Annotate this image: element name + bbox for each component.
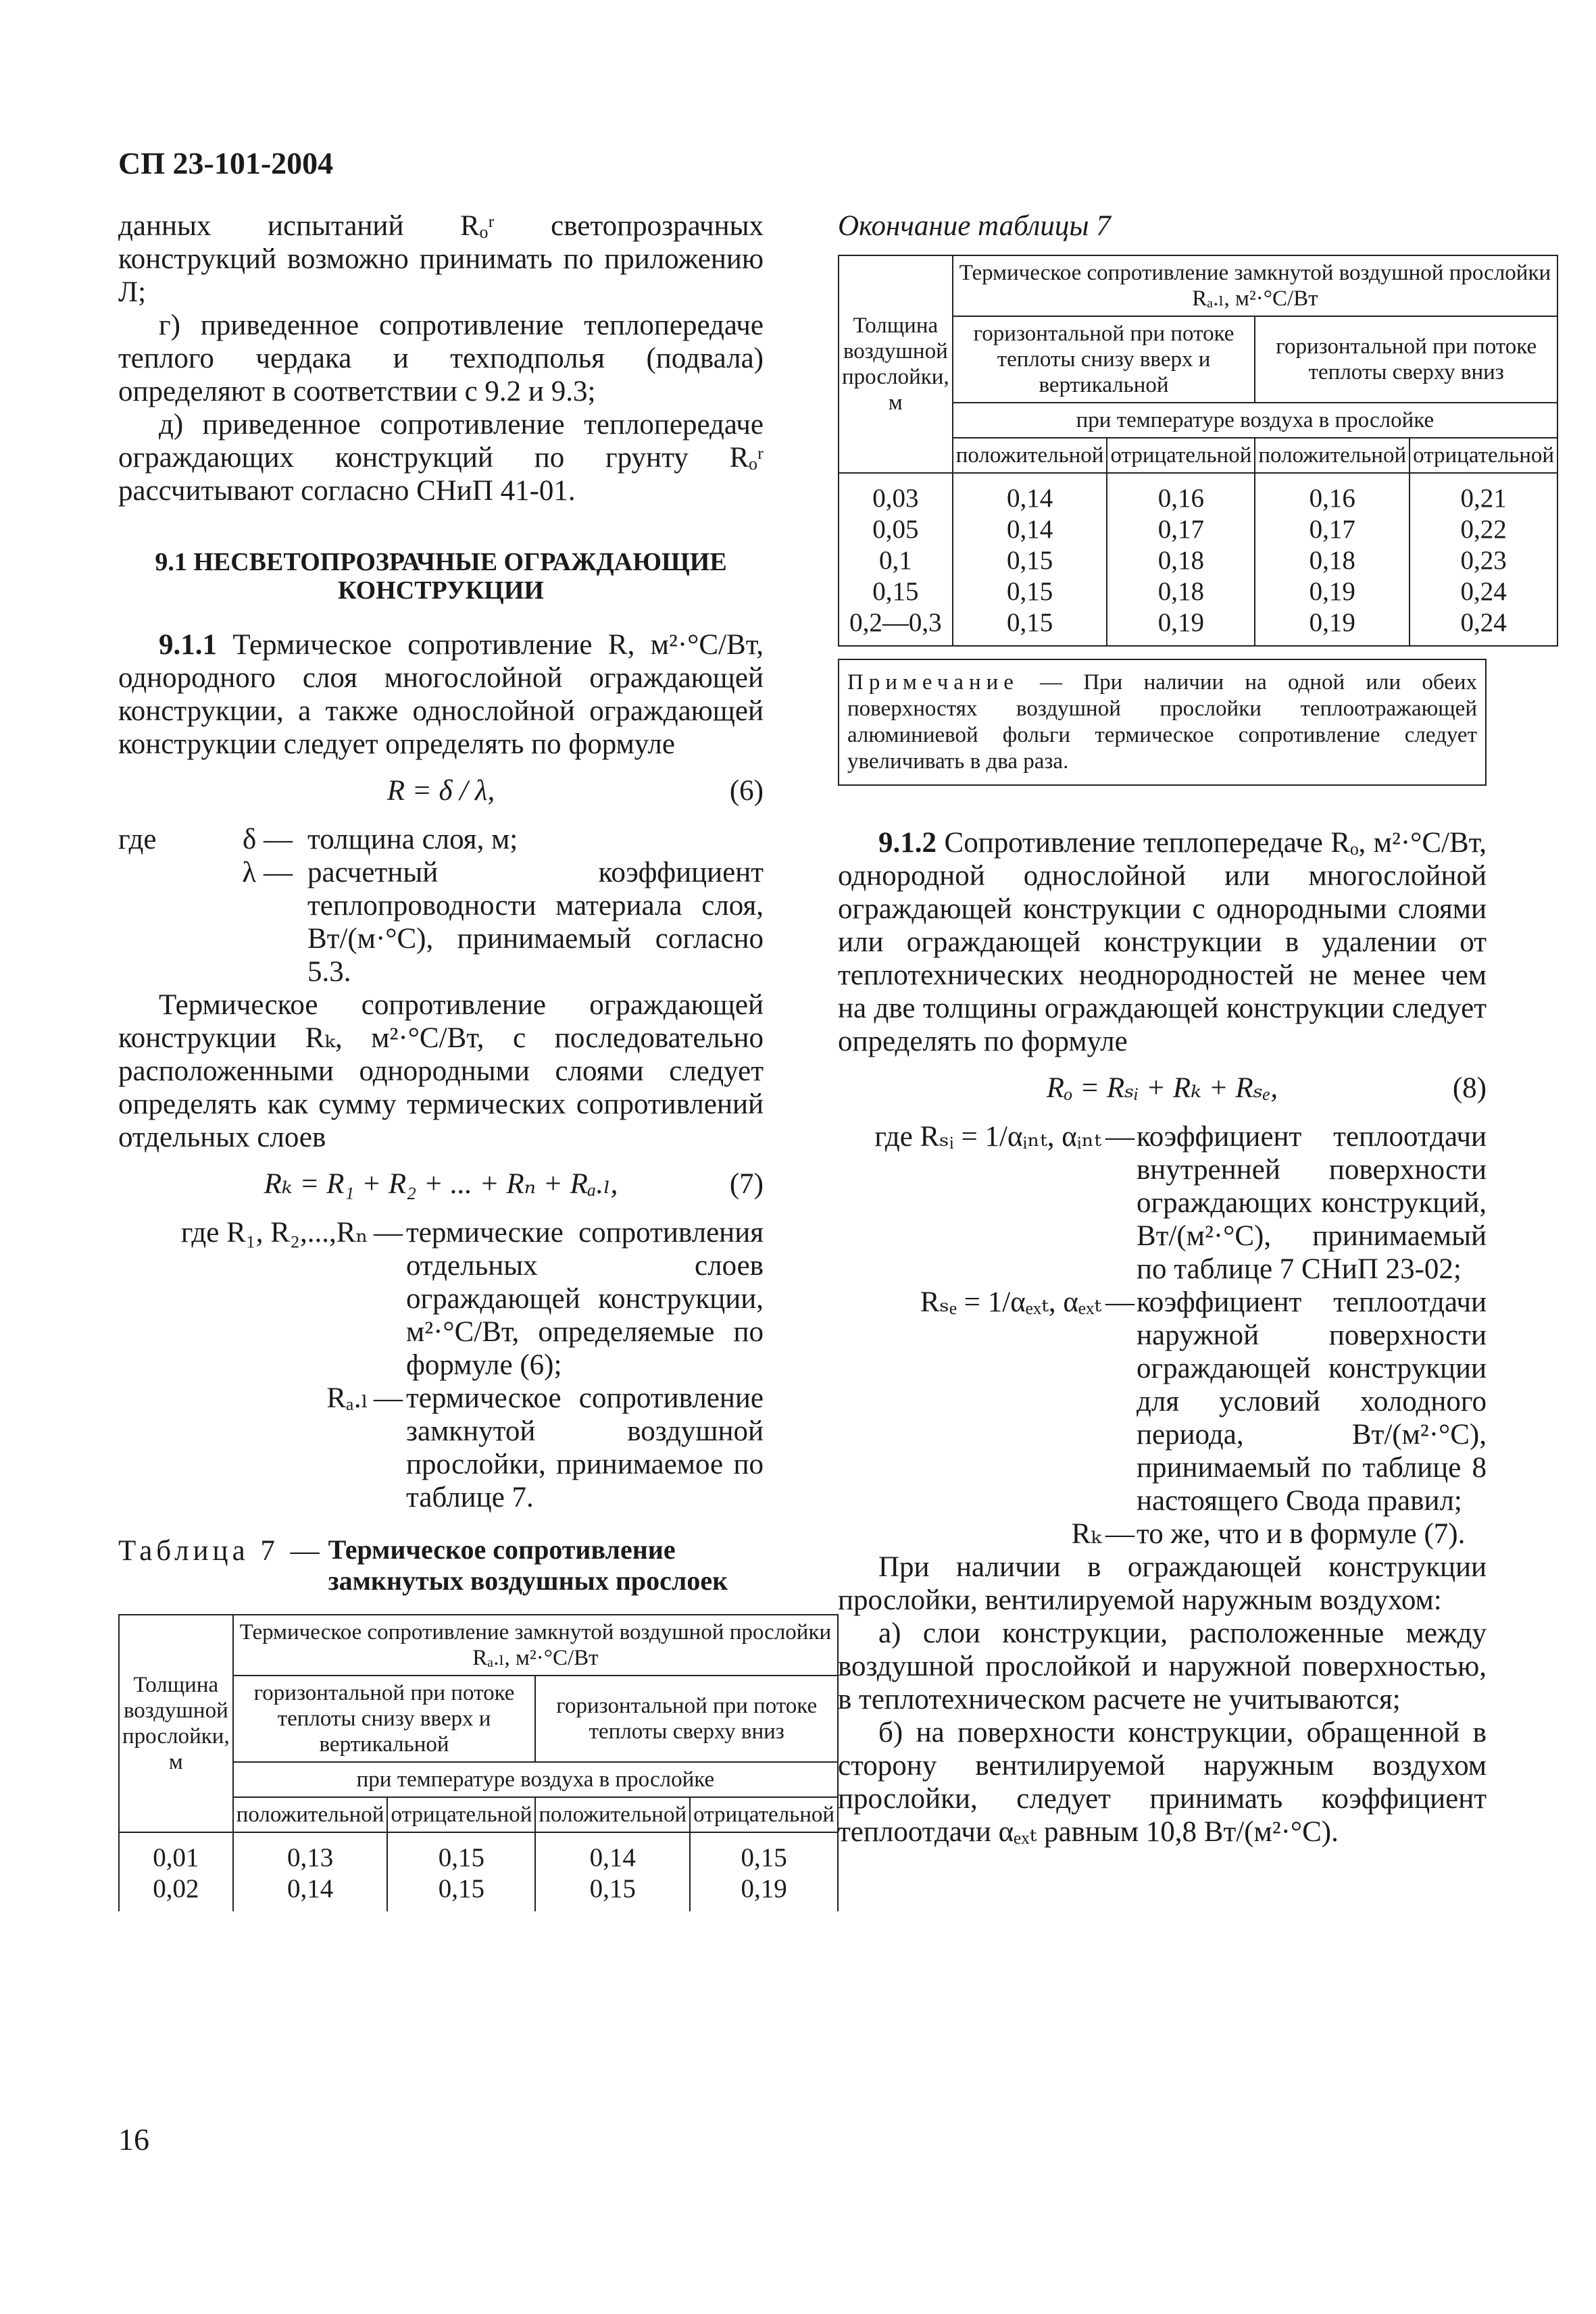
legend-symbol: Rₖ <box>1071 1518 1101 1550</box>
table-continuation-title: Окончание таблицы 7 <box>838 210 1111 242</box>
right-column <box>838 209 1555 1848</box>
formula-expression: Rₖ = R₁ + R₂ + ... + Rₙ + Rₐ.ₗ, <box>264 1168 618 1200</box>
header-neg: отрицательной <box>1107 438 1255 473</box>
table-cell: 0,15 <box>953 576 1107 607</box>
table-cell: 0,15 <box>387 1873 535 1911</box>
header-sub2: горизонтальной при потоке теплоты сверху вниз <box>1255 316 1557 403</box>
table-cell: 0,23 <box>1410 545 1557 576</box>
formula-expression: R = δ / λ, <box>386 775 495 807</box>
paragraph-9-1-1 <box>118 628 764 761</box>
header-pos: положительной <box>1255 438 1410 473</box>
table-cell: 0,19 <box>690 1873 838 1911</box>
page-number: 16 <box>118 2122 149 2157</box>
table-title: Термическое сопротивление замкнутых воздушных прослоек <box>328 1534 728 1596</box>
header-thickness: Толщина воздушной прослойки, м <box>119 1615 233 1832</box>
header-sub2: горизонтальной при потоке теплоты сверху вниз <box>535 1676 838 1762</box>
header-sub1: горизонтальной при потоке теплоты снизу вверх и вертикальной <box>953 316 1255 403</box>
legend-text: то же, что и в формуле (7). <box>1137 1518 1466 1550</box>
header-pos: положительной <box>233 1797 388 1832</box>
formula-expression: Rₒ = Rₛᵢ + Rₖ + Rₛₑ, <box>1046 1072 1278 1104</box>
legend-dash: — <box>374 1217 403 1249</box>
formula-number: (8) <box>1452 1072 1487 1104</box>
paragraph-9-1-2 <box>838 826 1487 1058</box>
legend-text: термические сопротивления отдельных слоев ограждающей конструкции, м²·°С/Вт, определяемые по формуле (6); <box>406 1217 764 1381</box>
item-d: д) приведенное сопротивление теплопередаче ограждающих конструкций по грунту Rₒʳ рассчитывают согласно СНиП 41-01. <box>118 409 764 507</box>
legend-dash: — <box>374 1382 403 1414</box>
header-sub1: горизонтальной при потоке теплоты снизу вверх и вертикальной <box>233 1676 536 1762</box>
legend-symbol: Rₐ.ₗ <box>326 1382 368 1414</box>
table-cell: 0,15 <box>690 1832 838 1873</box>
table-note <box>838 659 1487 786</box>
table-row <box>839 545 1557 576</box>
table-cell: 0,14 <box>953 514 1107 545</box>
table-cell: 0,18 <box>1107 545 1255 576</box>
formula-6 <box>118 774 764 809</box>
formula-number: (7) <box>729 1168 764 1200</box>
item-a: а) слои конструкции, расположенные между воздушной прослойкой и наружной поверхностью, в теплотехническом расчете не учитываются; <box>838 1617 1487 1715</box>
table-cell: 0,18 <box>1255 545 1410 576</box>
note-label: Примечание <box>847 670 1019 695</box>
clause-text: Термическое сопротивление R, м²·°С/Вт, однородного слоя многослойной ограждающей конструкции, а также однослойной ограждающей конструкции следует определять по формуле <box>118 629 764 760</box>
table-7-part-2 <box>838 255 1558 647</box>
table-7-part-1 <box>118 1614 839 1911</box>
table-row <box>839 514 1557 545</box>
table-cell: 0,22 <box>1410 514 1557 545</box>
item-b: б) на поверхности конструкции, обращенной в сторону вентилируемой наружным воздухом прослойки, следует принимать коэффициент теплоотдачи αₑₓₜ равным 10,8 Вт/(м²·°С). <box>838 1717 1487 1848</box>
table-cell: 0,24 <box>1410 607 1557 646</box>
note-text: — При наличии на одной или обеих поверхностях воздушной прослойки теплоотражающей алюминиевой фольги термическое сопротивление следует увеличивать в два раза. <box>847 670 1477 774</box>
table-row <box>839 473 1557 514</box>
table-label: Таблица 7 — <box>118 1535 324 1567</box>
left-column <box>118 209 835 1911</box>
header-pos: положительной <box>953 438 1107 473</box>
legend-text: толщина слоя, м; <box>307 824 518 855</box>
table-cell: 0,16 <box>1107 473 1255 514</box>
doc-code-header: СП 23-101-2004 <box>118 146 334 180</box>
paragraph-ventilated: При наличии в ограждающей конструкции прослойки, вентилируемой наружным воздухом: <box>838 1551 1487 1616</box>
header-group: Термическое сопротивление замкнутой воздушной прослойки Rₐ.ₗ, м²·°С/Вт <box>233 1615 838 1676</box>
table-cell: 0,01 <box>119 1832 233 1873</box>
table-cell: 0,18 <box>1107 576 1255 607</box>
table-cell: 0,14 <box>233 1873 388 1911</box>
table-cell: 0,19 <box>1255 576 1410 607</box>
legend-symbol: λ — <box>242 857 293 888</box>
table-cell: 0,02 <box>119 1873 233 1911</box>
table-cell: 0,15 <box>535 1873 690 1911</box>
table-cell: 0,17 <box>1107 514 1255 545</box>
formula-7-legend <box>118 1216 764 1514</box>
item-g: г) приведенное сопротивление теплопередаче теплого чердака и техподполья (подвала) определяют в соответствии с 9.2 и 9.3; <box>118 309 764 407</box>
header-group: Термическое сопротивление замкнутой воздушной прослойки Rₐ.ₗ, м²·°С/Вт <box>953 255 1557 316</box>
header-temp: при температуре воздуха в прослойке <box>953 403 1557 438</box>
table-cell: 0,19 <box>1255 607 1410 646</box>
header-thickness: Толщина воздушной прослойки, м <box>839 255 953 473</box>
table-cell: 0,17 <box>1255 514 1410 545</box>
table-cell: 0,19 <box>1107 607 1255 646</box>
paragraph-rk: Термическое сопротивление ограждающей конструкции Rₖ, м²·°С/Вт, с последовательно расположенными однородными слоями следует определять как сумму термических сопротивлений отдельных слоев <box>118 989 764 1153</box>
legend-symbol: где R₁, R₂,...,Rₙ <box>180 1217 368 1249</box>
legend-dash: — <box>1105 1121 1134 1153</box>
formula-number: (6) <box>729 775 764 807</box>
formula-8-legend <box>838 1120 1487 1551</box>
legend-dash: — <box>1105 1286 1134 1318</box>
legend-text: коэффициент теплоотдачи наружной поверхности ограждающей конструкции для условий холодного периода, Вт/(м²·°С), принимаемый по таблице 8 настоящего Свода правил; <box>1137 1286 1487 1517</box>
table-cell: 0,15 <box>953 545 1107 576</box>
legend-dash: — <box>1105 1518 1134 1550</box>
table-cell: 0,1 <box>839 545 953 576</box>
where-label: где <box>118 824 157 855</box>
header-neg: отрицательной <box>387 1797 535 1832</box>
legend-text: расчетный коэффициент теплопроводности материала слоя, Вт/(м·°С), принимаемый согласно 5.3. <box>307 857 764 988</box>
table-row <box>839 607 1557 646</box>
legend-symbol: δ — <box>242 824 293 855</box>
table-row <box>119 1873 838 1911</box>
clause-number: 9.1.1 <box>159 629 217 661</box>
legend-symbol: где Rₛᵢ = 1/αᵢₙₜ, αᵢₙₜ <box>874 1121 1101 1153</box>
header-neg: отрицательной <box>690 1797 838 1832</box>
header-pos: положительной <box>535 1797 690 1832</box>
clause-text: Сопротивление теплопередаче Rₒ, м²·°С/Вт, однородной однослойной или многослойной ограждающей конструкции с однородными слоями или ограждающей конструкции в удалении от теплотехнических неоднородностей не менее чем на две толщины ограждающей конструкции следует определять по формуле <box>838 827 1487 1057</box>
table-cell: 0,03 <box>839 473 953 514</box>
formula-6-legend <box>118 823 764 988</box>
table-cell: 0,15 <box>953 607 1107 646</box>
header-temp: при температуре воздуха в прослойке <box>233 1762 838 1797</box>
table-7-caption <box>118 1534 764 1596</box>
paragraph-continued: данных испытаний Rₒʳ светопрозрачных конструкций возможно принимать по приложению Л; <box>118 210 764 308</box>
legend-symbol: Rₛₑ = 1/αₑₓₜ, αₑₓₜ <box>920 1286 1101 1318</box>
table-cell: 0,2—0,3 <box>839 607 953 646</box>
table-cell: 0,13 <box>233 1832 388 1873</box>
table-cell: 0,16 <box>1255 473 1410 514</box>
formula-8 <box>838 1072 1487 1107</box>
legend-text: коэффициент теплоотдачи внутренней поверхности ограждающих конструкций, Вт/(м²·°С), принимаемый по таблице 7 СНиП 23-02; <box>1137 1121 1487 1285</box>
table-cell: 0,21 <box>1410 473 1557 514</box>
table-cell: 0,15 <box>839 576 953 607</box>
table-cell: 0,05 <box>839 514 953 545</box>
legend-text: термическое сопротивление замкнутой воздушной прослойки, принимаемое по таблице 7. <box>406 1382 764 1513</box>
table-cell: 0,14 <box>953 473 1107 514</box>
table-cell: 0,24 <box>1410 576 1557 607</box>
clause-number: 9.1.2 <box>878 827 937 859</box>
table-cell: 0,15 <box>387 1832 535 1873</box>
table-cell: 0,14 <box>535 1832 690 1873</box>
header-neg: отрицательной <box>1410 438 1557 473</box>
table-row <box>839 576 1557 607</box>
formula-7 <box>118 1167 764 1203</box>
section-heading: 9.1 НЕСВЕТОПРОЗРАЧНЫЕ ОГРАЖДАЮЩИЕ КОНСТРУКЦИИ <box>155 548 727 605</box>
table-row <box>119 1832 838 1873</box>
